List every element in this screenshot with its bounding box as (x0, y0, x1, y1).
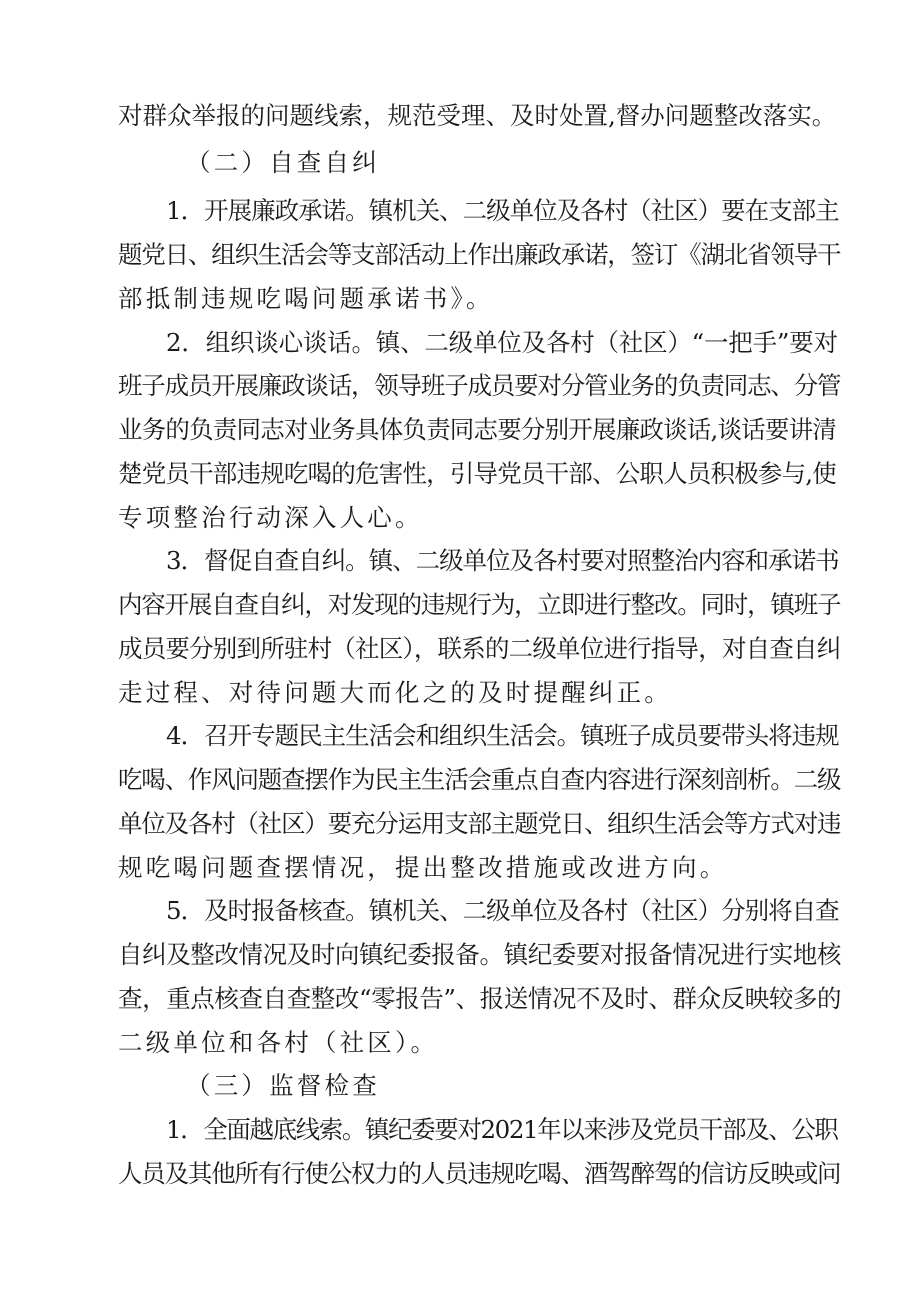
text-line: 班子成员开展廉政谈话，领导班子成员要对分管业务的负责同志、分管 (118, 371, 841, 400)
text-line: 规吃喝问题查摆情况，提出整改措施或改进方向。 (118, 853, 728, 882)
text-line: 吃喝、作风问题查摆作为民主生活会重点自查内容进行深刻剖析。二级 (118, 765, 841, 794)
section-heading-supervision: （三）监督检查 (186, 1071, 380, 1100)
text-line: 内容开展自查自纠，对发现的违规行为，立即进行整改。同时，镇班子 (118, 590, 841, 619)
text-line: 单位及各村（社区）要充分运用支部主题党日、组织生活会等方式对违 (118, 809, 841, 838)
text-line: 楚党员干部违规吃喝的危害性，引导党员干部、公职人员积极参与,使 (118, 459, 836, 488)
text-line: 部抵制违规吃喝问题承诺书》。 (118, 284, 494, 313)
text-line: 对群众举报的问题线索，规范受理、及时处置,督办问题整改落实。 (118, 101, 837, 130)
text-line: 1．开展廉政承诺。镇机关、二级单位及各村（社区）要在支部主 (166, 196, 839, 225)
text-line: 自纠及整改情况及时向镇纪委报备。镇纪委要对报备情况进行实地核 (118, 940, 841, 969)
text-line: 2．组织谈心谈话。镇、二级单位及各村（社区）“一把手”要对 (166, 328, 838, 357)
text-line: 业务的负责同志对业务具体负责同志要分别开展廉政谈话,谈话要讲清 (118, 415, 836, 444)
text-line: 4．召开专题民主生活会和组织生活会。镇班子成员要带头将违规 (166, 721, 839, 750)
text-line: 成员要分别到所驻村（社区），联系的二级单位进行指导，对自查自纠 (118, 634, 841, 663)
text-line: 人员及其他所有行使公权力的人员违规吃喝、酒驾醉驾的信访反映或问 (118, 1159, 841, 1188)
text-line: 3．督促自查自纠。镇、二级单位及各村要对照整治内容和承诺书 (166, 546, 839, 575)
text-line: 二级单位和各村（社区）。 (118, 1028, 439, 1057)
text-line: 5．及时报备核查。镇机关、二级单位及各村（社区）分别将自查 (166, 896, 839, 925)
text-line: 1．全面越底线索。镇纪委要对2021年以来涉及党员干部及、公职 (166, 1115, 838, 1144)
section-heading-self-inspection: （二）自查自纠 (186, 148, 380, 177)
text-line: 专项整治行动深入人心。 (118, 503, 423, 532)
text-line: 走过程、对待问题大而化之的及时提醒纠正。 (118, 678, 672, 707)
text-line: 题党日、组织生活会等支部活动上作出廉政承诺，签订《湖北省领导干 (118, 240, 841, 269)
text-line: 查，重点核查自查整改“零报告”、报送情况不及时、群众反映较多的 (118, 984, 842, 1013)
